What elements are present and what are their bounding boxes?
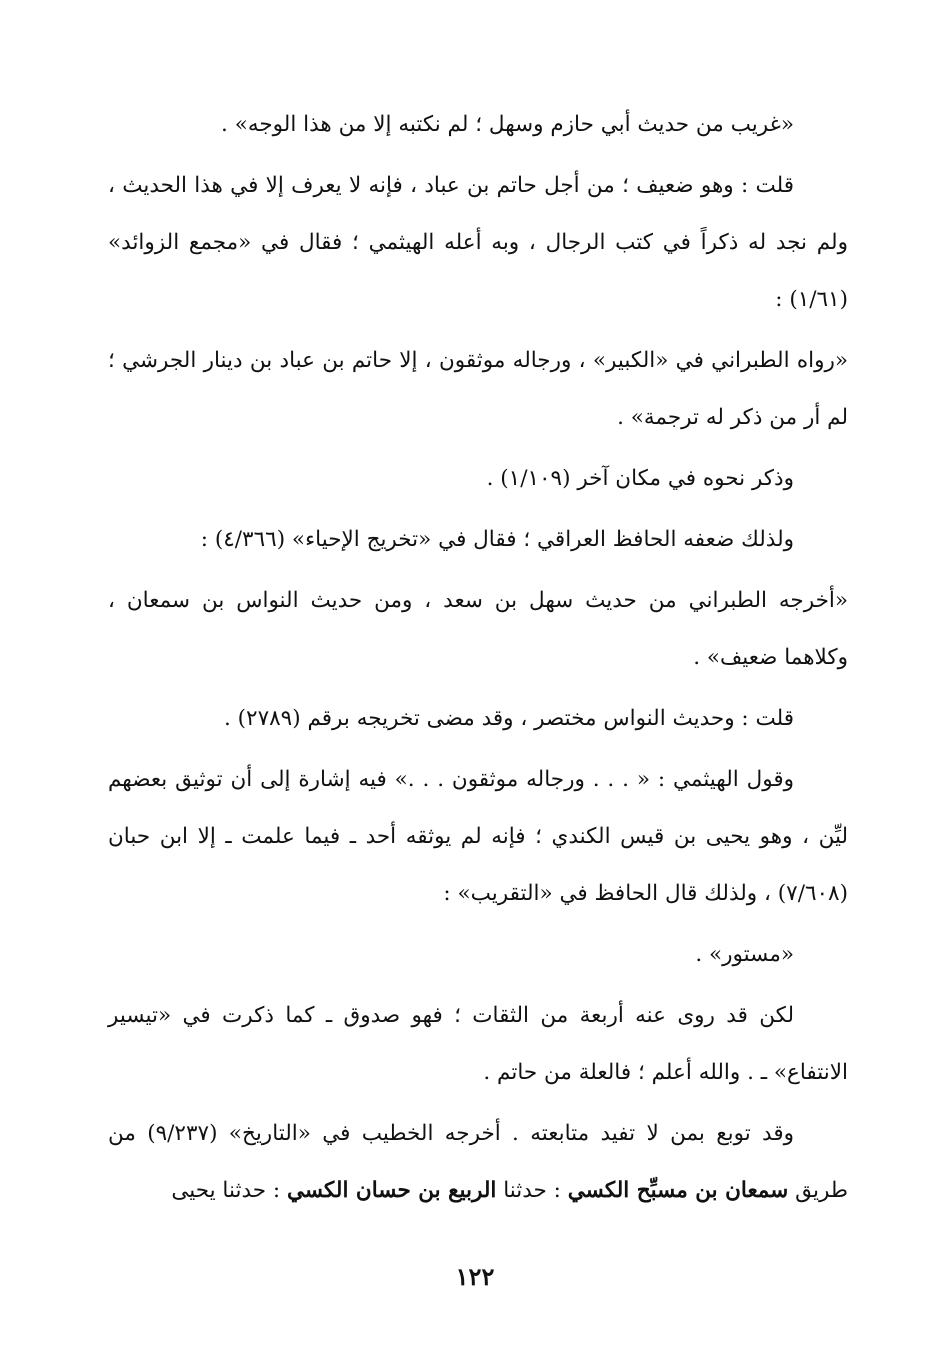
paragraph-8: وقول الهيثمي : « . . . ورجاله موثقون . . .» فيه إشارة إلى أن توثيق بعضهم ليِّن ، وهو يحيى بن قيس الكندي ؛ فإنه لم يوثقه أحد ـ فيما علمت ـ إلا ابن حبان (٧/٦٠٨) ، ولذلك قال الحافظ في «التقريب» : (108, 767, 848, 906)
paragraph-7: قلت : وحديث النواس مختصر ، وقد مضى تخريجه برقم (٢٧٨٩) . (223, 706, 794, 731)
paragraph-5: ولذلك ضعفه الحافظ العراقي ؛ فقال في «تخريج الإحياء» (٤/٣٦٦) : (200, 527, 794, 552)
paragraph-3-quote: «رواه الطبراني في «الكبير» ، ورجاله موثقون ، إلا حاتم بن عباد بن دينار الجرشي ؛ لم أر من ذكر له ترجمة» . (108, 348, 848, 430)
paragraph-4: وذكر نحوه في مكان آخر (١/١٠٩) . (486, 466, 794, 491)
paragraph-6-quote: «أخرجه الطبراني من حديث سهل بن سعد ، ومن حديث النواس بن سمعان ، وكلاهما ضعيف» . (108, 588, 848, 670)
narrator-name-2: الربيع بن حسان الكسي (286, 1178, 497, 1203)
paragraph-11-part-2: : حدثنا (496, 1178, 568, 1203)
page-number: ١٢٢ (455, 1262, 495, 1291)
paragraph-10: لكن قد روى عنه أربعة من الثقات ؛ فهو صدوق ـ كما ذكرت في «تيسير الانتفاع» ـ . والله أعلم ؛ فالعلة من حاتم . (108, 1003, 848, 1085)
paragraph-2: قلت : وهو ضعيف ؛ من أجل حاتم بن عباد ، فإنه لا يعرف إلا في هذا الحديث ، ولم نجد له ذكراً في كتب الرجال ، وبه أعله الهيثمي ؛ فقال في «مجمع الزوائد» (١/٦١) : (108, 173, 848, 312)
paragraph-11-part-1: وقد توبع بمن لا تفيد متابعته . أخرجه الخطيب في «التاريخ» (٩/٢٣٧) من طريق (108, 1121, 848, 1203)
paragraph-11-part-3: : حدثنا يحيى (171, 1178, 287, 1203)
document-page (108, 96, 848, 1296)
paragraph-1: «غريب من حديث أبي حازم وسهل ؛ لم نكتبه إلا من هذا الوجه» . (221, 112, 794, 137)
narrator-name-1: سمعان بن مسبِّح الكسي (567, 1178, 789, 1203)
paragraph-9: «مستور» . (695, 942, 794, 967)
paragraph-11 (108, 1105, 848, 1219)
